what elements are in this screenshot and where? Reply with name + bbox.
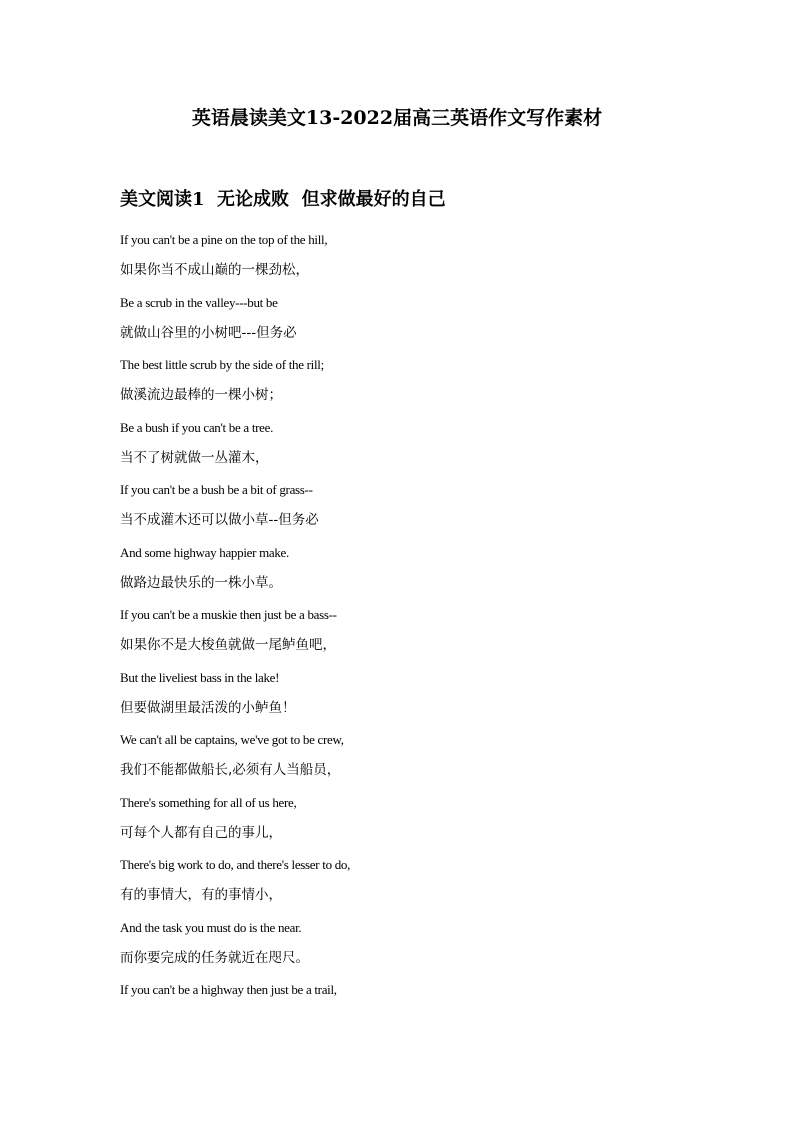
poem-line-english: Be a scrub in the valley---but be [120, 294, 278, 310]
poem-line-english: Be a bush if you can't be a tree. [120, 419, 274, 435]
poem-line-english: If you can't be a highway then just be a trail, [120, 982, 337, 997]
poem-line-chinese: 而你要完成的任务就近在咫尺。 [120, 949, 309, 966]
poem-line-chinese: 如果你当不成山巅的一棵劲松， [120, 262, 309, 279]
poem-line-english: There's something for all of us here, [120, 794, 297, 810]
document-title: 英语晨读美文13-2022届高三英语作文写作素材 [191, 107, 603, 129]
poem-line-english: The best little scrub by the side of the rill; [120, 357, 324, 372]
section-heading: 美文阅读1 无论成败 但求做最好的自己 [120, 189, 446, 210]
poem-line-chinese: 如果你不是大梭鱼就做一尾鲈鱼吧， [120, 637, 336, 654]
poem-line-chinese: 我们不能都做船长,必须有人当船员， [120, 762, 341, 779]
poem-line-chinese: 当不成灌木还可以做小草--但务必 [120, 512, 319, 529]
poem-line-english: But the liveliest bass in the lake! [120, 669, 280, 685]
poem-line-english: If you can't be a muskie then just be a bass-- [120, 607, 337, 622]
poem-line-english: If you can't be a pine on the top of the hill, [120, 232, 328, 247]
poem-line-chinese: 可每个人都有自己的事儿， [120, 824, 282, 841]
poem-line-chinese: 做路边最快乐的一株小草。 [120, 574, 282, 591]
poem-line-english: There's big work to do, and there's lesser to do, [120, 857, 351, 872]
poem-line-chinese: 当不了树就做一丛灌木， [120, 449, 269, 466]
poem-lines [120, 224, 680, 1005]
poem-line-chinese: 但要做湖里最活泼的小鲈鱼！ [120, 699, 296, 716]
poem-line-english: And the task you must do is the near. [120, 919, 302, 935]
poem-line-english: If you can't be a bush be a bit of grass-- [120, 482, 313, 497]
poem-line-english: And some highway happier make. [120, 544, 289, 560]
poem-line-chinese: 做溪流边最棒的一棵小树； [120, 387, 282, 404]
poem-line-english: We can't all be captains, we've got to be crew, [120, 732, 344, 747]
poem-line-chinese: 有的事情大，有的事情小， [120, 887, 282, 904]
poem-line-chinese: 就做山谷里的小树吧---但务必 [120, 324, 297, 341]
